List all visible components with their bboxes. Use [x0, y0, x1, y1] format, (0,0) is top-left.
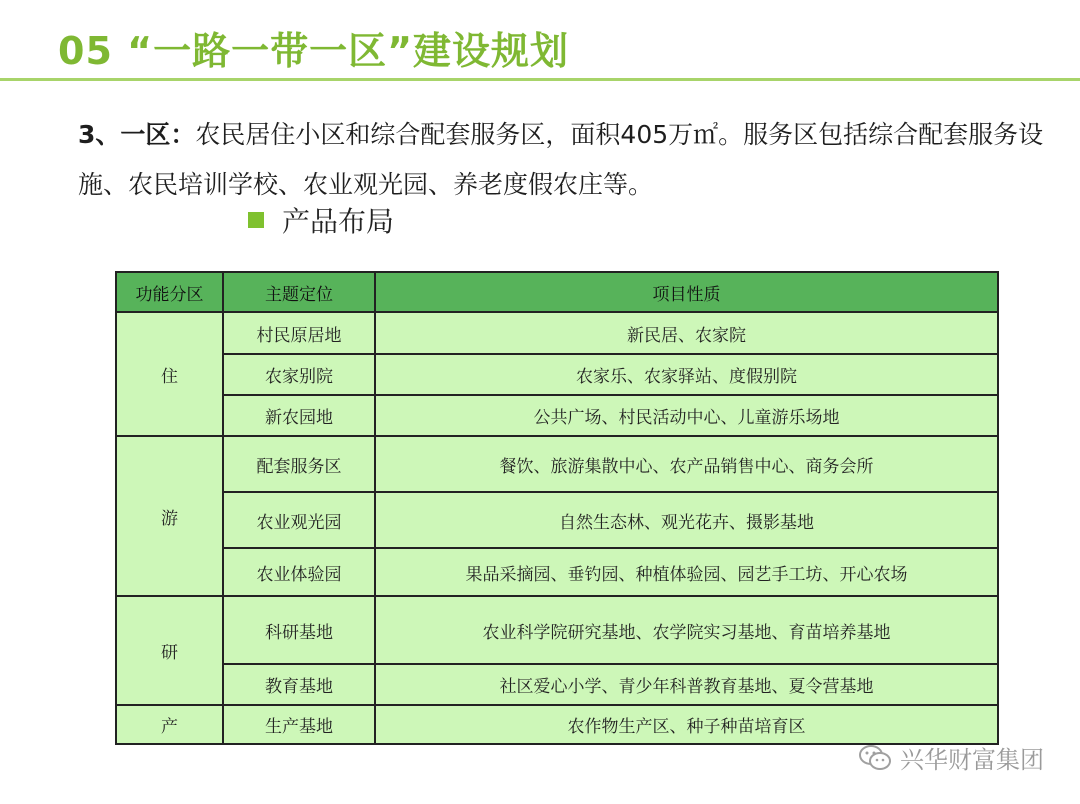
- table-row: [116, 395, 998, 436]
- page-title: 05 “一路一带一区”建设规划: [58, 29, 570, 73]
- nature-cell: 果品采摘园、垂钓园、种植体验园、园艺手工坊、开心农场: [375, 548, 998, 596]
- zone-cell: 住: [116, 312, 223, 436]
- table-row: [116, 492, 998, 548]
- theme-cell: 配套服务区: [223, 436, 375, 492]
- table-row: [116, 436, 998, 492]
- intro-text: 农民居住小区和综合配套服务区，面积405万㎡。服务区包括综合配套服务设施、农民培训学校、农业观光园、养老度假农庄等。: [78, 120, 1044, 199]
- theme-cell: 村民原居地: [223, 312, 375, 354]
- theme-cell: 科研基地: [223, 596, 375, 664]
- table-row: [116, 705, 998, 744]
- watermark-text: 兴华财富集团: [900, 746, 1044, 774]
- theme-cell: 农业体验园: [223, 548, 375, 596]
- theme-cell: 新农园地: [223, 395, 375, 436]
- nature-cell: 餐饮、旅游集散中心、农产品销售中心、商务会所: [375, 436, 998, 492]
- nature-cell: 农业科学院研究基地、农学院实习基地、育苗培养基地: [375, 596, 998, 664]
- theme-cell: 生产基地: [223, 705, 375, 744]
- theme-cell: 教育基地: [223, 664, 375, 705]
- wechat-icon: [858, 743, 892, 773]
- intro-paragraph: [78, 110, 1048, 210]
- nature-cell: 社区爱心小学、青少年科普教育基地、夏令营基地: [375, 664, 998, 705]
- nature-cell: 自然生态林、观光花卉、摄影基地: [375, 492, 998, 548]
- zone-cell: 产: [116, 705, 223, 744]
- nature-cell: 农家乐、农家驿站、度假别院: [375, 354, 998, 395]
- green-square-bullet-icon: [248, 212, 264, 228]
- header-theme: 主题定位: [223, 272, 375, 312]
- table-row: [116, 664, 998, 705]
- table-row: [116, 596, 998, 664]
- header-nature: 项目性质: [375, 272, 998, 312]
- nature-cell: 新民居、农家院: [375, 312, 998, 354]
- zone-cell: 游: [116, 436, 223, 596]
- theme-cell: 农业观光园: [223, 492, 375, 548]
- title-divider: [0, 78, 1080, 81]
- nature-cell: 公共广场、村民活动中心、儿童游乐场地: [375, 395, 998, 436]
- table-row: [116, 354, 998, 395]
- header-zone: 功能分区: [116, 272, 223, 312]
- zone-cell: 研: [116, 596, 223, 705]
- table-header-row: [116, 272, 998, 312]
- nature-cell: 农作物生产区、种子种苗培育区: [375, 705, 998, 744]
- watermark: [858, 740, 1044, 775]
- table-row: [116, 312, 998, 354]
- section-heading: [248, 200, 394, 240]
- product-layout-table: [115, 271, 999, 745]
- intro-lead: 3、一区：: [78, 120, 196, 149]
- theme-cell: 农家别院: [223, 354, 375, 395]
- table-row: [116, 548, 998, 596]
- section-heading-text: 产品布局: [282, 205, 395, 238]
